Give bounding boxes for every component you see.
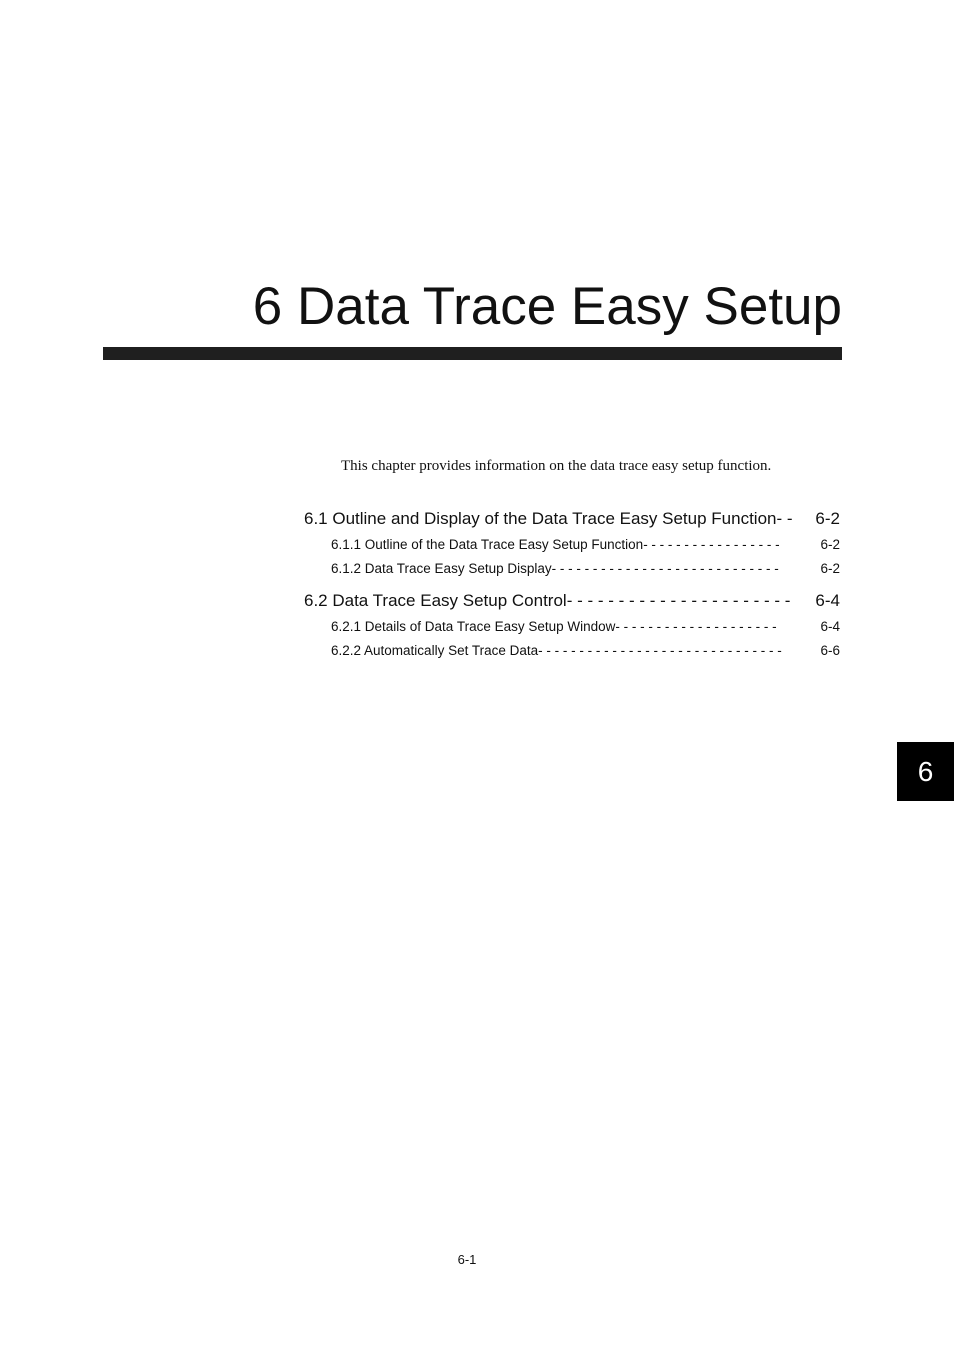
- toc-entry-6-2-1[interactable]: [331, 619, 840, 635]
- toc-leader: - - - - - - - - - - - - - - - - - - - - - -: [566, 591, 791, 610]
- toc-entry-6-2-2[interactable]: [331, 643, 840, 659]
- toc-label: 6.1.2 Data Trace Easy Setup Display: [331, 561, 552, 576]
- page-number: 6-1: [457, 1252, 477, 1267]
- chapter-side-tab: 6: [897, 742, 954, 801]
- toc-page: 6-6: [820, 643, 840, 658]
- toc-label: 6.2 Data Trace Easy Setup Control: [304, 591, 567, 610]
- toc-label: 6.1.1 Outline of the Data Trace Easy Setup Function: [331, 537, 644, 552]
- toc-label: 6.1 Outline and Display of the Data Trace Easy Setup Function: [304, 509, 777, 528]
- chapter-intro: This chapter provides information on the data trace easy setup function.: [341, 458, 772, 474]
- toc-label: 6.2.1 Details of Data Trace Easy Setup Window: [331, 619, 616, 634]
- toc-page: 6-2: [820, 537, 840, 552]
- toc-page: 6-4: [820, 619, 840, 634]
- toc-page: 6-2: [820, 561, 840, 576]
- toc-entry-6-1-2[interactable]: [331, 561, 840, 577]
- chapter-title: 6 Data Trace Easy Setup: [252, 277, 842, 336]
- toc-leader: - - - - - - - - - - - - - - - - - - - - - - - - - - - - - -: [538, 643, 782, 658]
- toc-page: 6-2: [815, 509, 840, 528]
- toc-label: 6.2.2 Automatically Set Trace Data: [331, 643, 539, 658]
- toc-leader: - -: [776, 509, 793, 528]
- title-underline-bar: [103, 347, 842, 360]
- toc-entry-6-1[interactable]: [304, 509, 840, 529]
- toc-leader: - - - - - - - - - - - - - - - - -: [643, 537, 780, 552]
- toc-entry-6-2[interactable]: [304, 591, 840, 611]
- toc-leader: - - - - - - - - - - - - - - - - - - - -: [615, 619, 777, 634]
- toc-page: 6-4: [815, 591, 840, 610]
- toc-leader: - - - - - - - - - - - - - - - - - - - - - - - - - - - -: [551, 561, 779, 576]
- toc-entry-6-1-1[interactable]: [331, 537, 840, 553]
